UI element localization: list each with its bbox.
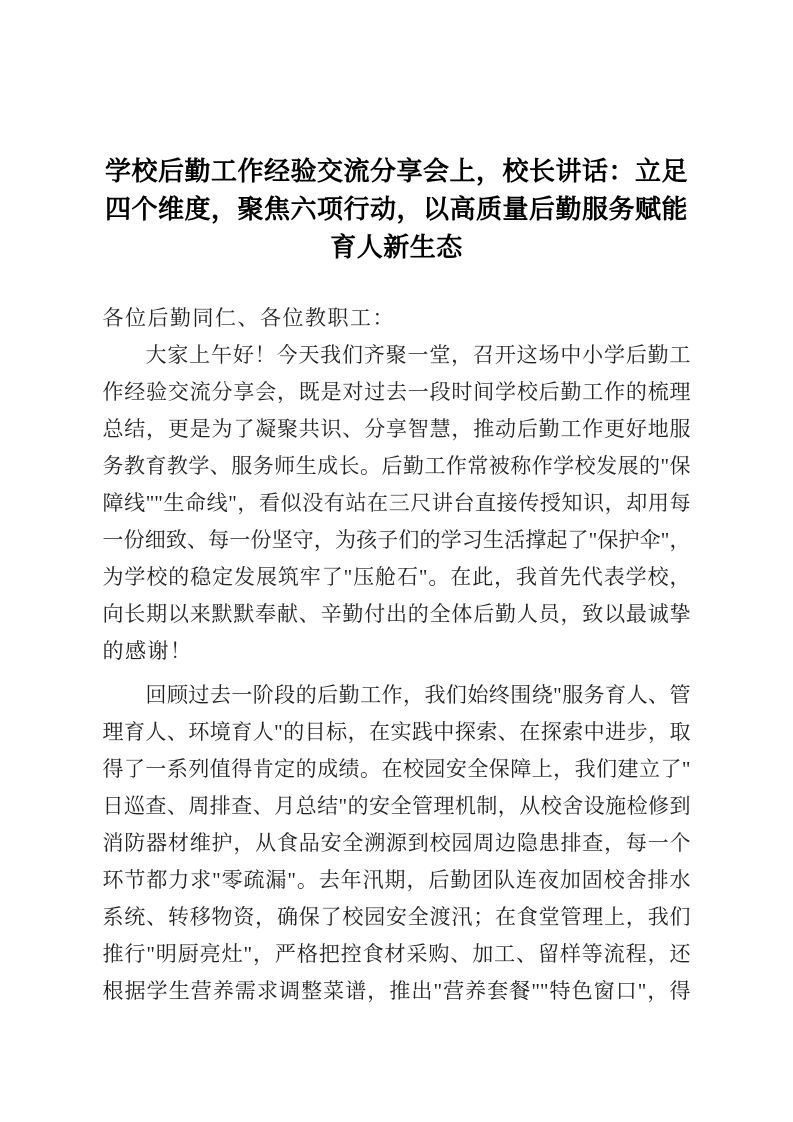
paragraph-2 (103, 677, 691, 1010)
body-line: 向长期以来默默奉献、辛勤付出的全体后勤人员，致以最诚挚 (102, 602, 691, 626)
title-line: 育人新生态 (330, 232, 463, 262)
body-line: 得了一系列值得肯定的成绩。在校园安全保障上，我们建立了" (102, 757, 691, 781)
body-line: 障线""生命线"，看似没有站在三尺讲台直接传授知识，却用每 (102, 491, 691, 515)
title-line: 学校后勤工作经验交流分享会上，校长讲话：立足 (104, 156, 688, 186)
body-line: 根据学生营养需求调整菜谱，推出"营养套餐""特色窗口"，得 (102, 979, 691, 1003)
body-line: 环节都力求"零疏漏"。去年汛期，后勤团队连夜加固校舍排水 (102, 868, 691, 892)
title-line: 四个维度，聚焦六项行动，以高质量后勤服务赋能 (104, 194, 688, 224)
body-line: 回顾过去一阶段的后勤工作，我们始终围绕"服务育人、管 (145, 683, 691, 707)
document-body (103, 300, 691, 1010)
body-line: 一份细致、每一份坚守，为孩子们的学习生活撑起了"保护伞"， (102, 528, 691, 552)
body-line: 为学校的稳定发展筑牢了"压舱石"。在此，我首先代表学校， (102, 565, 691, 589)
body-line: 系统、转移物资，确保了校园安全渡汛；在食堂管理上，我们 (102, 905, 691, 929)
body-line: 推行"明厨亮灶"，严格把控食材采购、加工、留样等流程，还 (102, 942, 691, 966)
body-line: 的感谢！ (102, 639, 193, 663)
salutation-line: 各位后勤同仁、各位教职工： (102, 306, 395, 330)
body-line: 消防器材维护，从食品安全溯源到校园周边隐患排查，每一个 (102, 831, 691, 855)
body-line: 务教育教学、服务师生成长。后勤工作常被称作学校发展的"保 (102, 454, 691, 478)
body-line: 大家上午好！今天我们齐聚一堂，召开这场中小学后勤工 (145, 343, 691, 367)
body-line: 理育人、环境育人"的目标，在实践中探索、在探索中进步，取 (102, 720, 691, 744)
document-title (103, 152, 691, 266)
paragraph-1 (103, 337, 691, 670)
body-line: 作经验交流分享会，既是对过去一段时间学校后勤工作的梳理 (102, 380, 691, 404)
body-line: 总结，更是为了凝聚共识、分享智慧，推动后勤工作更好地服 (102, 417, 691, 441)
body-line: 日巡查、周排查、月总结"的安全管理机制，从校舍设施检修到 (102, 794, 691, 818)
